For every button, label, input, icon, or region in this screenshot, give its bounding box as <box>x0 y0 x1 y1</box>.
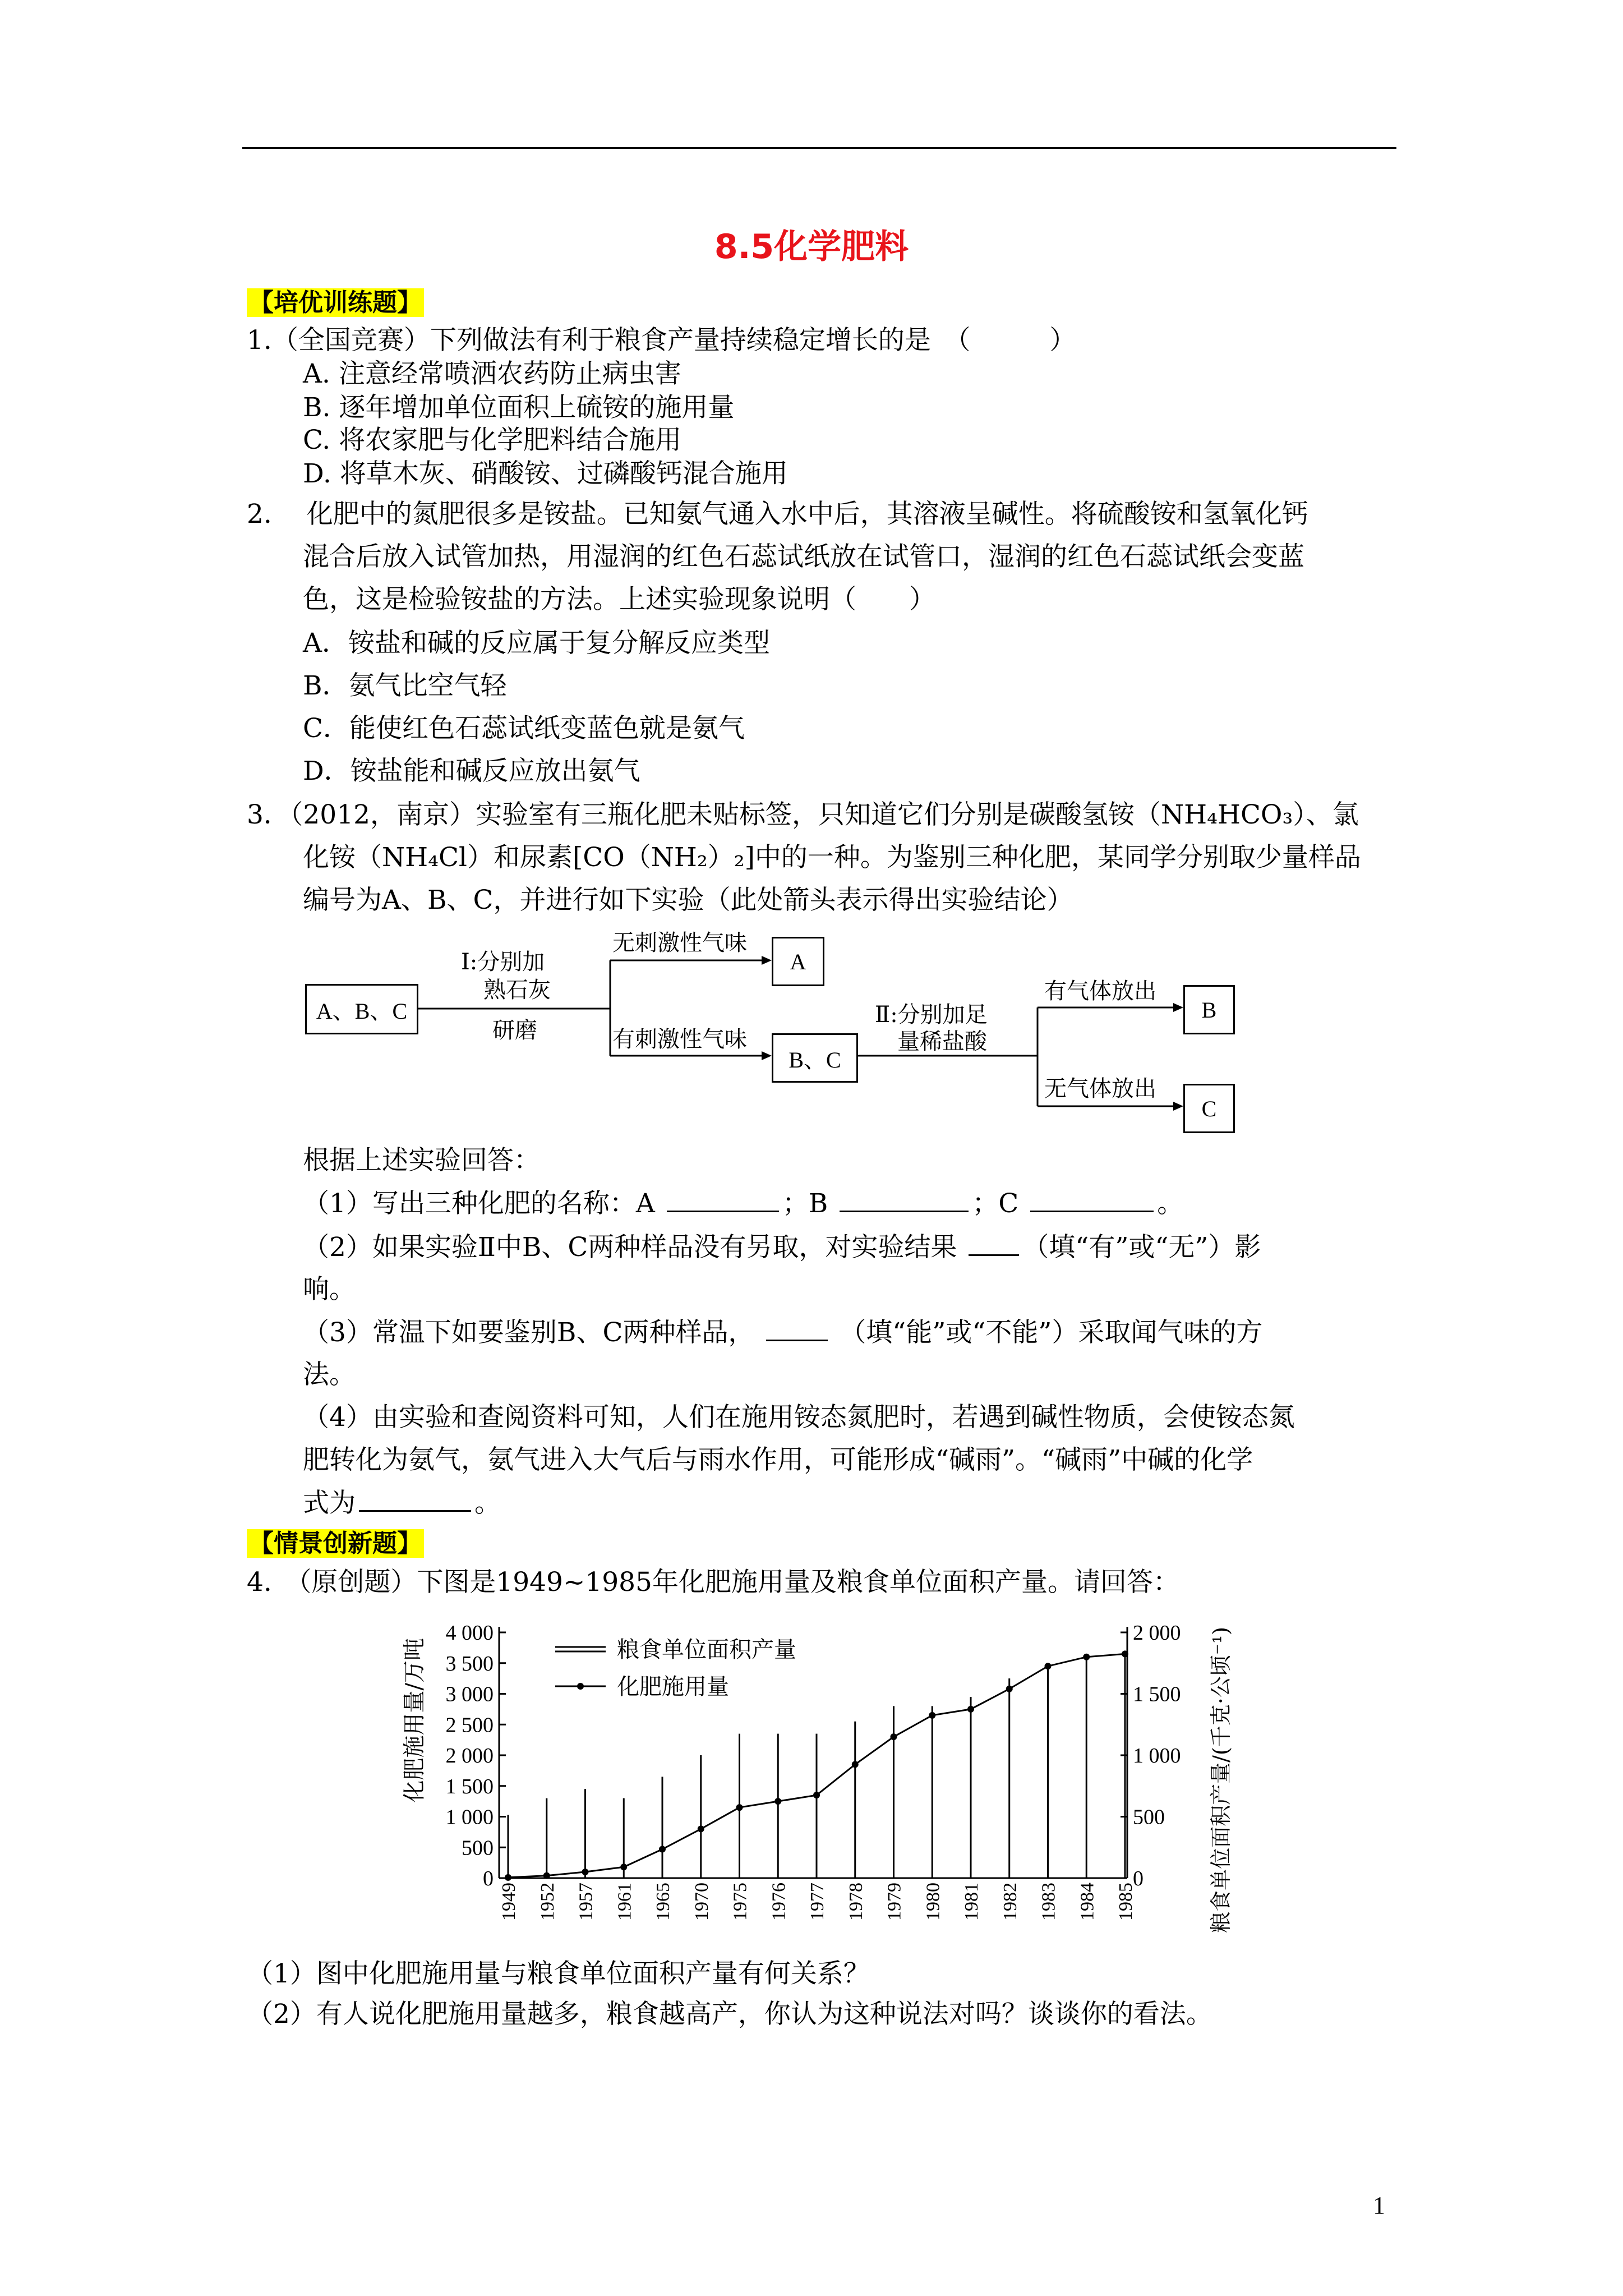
flow-step1-label-1: I:分别加 <box>461 949 545 975</box>
fertilizer-point <box>774 1798 781 1805</box>
right-tick-label: 1 000 <box>1133 1744 1181 1768</box>
section-heading-training: 【培优训练题】 <box>247 287 424 319</box>
x-tick-label: 1978 <box>845 1883 866 1921</box>
flow-step1-label-2: 熟石灰 <box>483 977 551 1003</box>
fertilizer-point <box>698 1825 704 1832</box>
x-tick-label: 1970 <box>691 1883 712 1921</box>
x-tick-label: 1983 <box>1038 1883 1059 1921</box>
left-tick-label: 2 500 <box>445 1713 494 1737</box>
q4-sub2: （2）有人说化肥施用量越多，粮食越高产，你认为这种说法对吗？谈谈你的看法。 <box>247 1999 1212 2030</box>
q1-option-b: B. 逐年增加单位面积上硫铵的施用量 <box>303 392 735 423</box>
left-tick-label: 3 000 <box>445 1682 494 1706</box>
x-tick-label: 1976 <box>768 1883 790 1921</box>
q2-line-2: 混合后放入试管加热，用湿润的红色石蕊试纸放在试管口，湿润的红色石蕊试纸会变蓝 <box>303 541 1304 572</box>
answer-blank-4[interactable] <box>359 1487 471 1512</box>
fertilizer-point <box>929 1712 935 1719</box>
flow-gas-yes: 有气体放出 <box>1044 978 1156 1004</box>
q3-answer-intro: 根据上述实验回答： <box>303 1145 540 1176</box>
fertilizer-point <box>1083 1654 1090 1660</box>
fertilizer-point <box>543 1872 550 1879</box>
flow-step2-label-1: Ⅱ:分别加足 <box>875 1002 988 1028</box>
x-tick-label: 1979 <box>884 1883 905 1921</box>
x-tick-label: 1957 <box>575 1883 597 1921</box>
flow-result-bc-box: B、C <box>772 1033 858 1083</box>
x-tick-label: 1965 <box>653 1883 674 1921</box>
q3-sub2: （2）如果实验Ⅱ中B、C两种样品没有另取，对实验结果 （填“有”或“无”）影 <box>303 1232 1261 1263</box>
x-tick-label: 1977 <box>807 1883 828 1921</box>
q1-stem: 1.（全国竞赛）下列做法有利于粮食产量持续稳定增长的是 （ ） <box>247 325 1076 356</box>
y-left-axis-label-text: 化肥施用量/万吨 <box>402 1638 427 1803</box>
x-tick-label: 1975 <box>730 1883 751 1921</box>
answer-blank-b[interactable] <box>840 1187 969 1212</box>
flow-step2-label-2: 量稀盐酸 <box>897 1029 987 1055</box>
flow-result-a-box: A <box>772 937 824 986</box>
right-tick-label: 2 000 <box>1133 1621 1181 1645</box>
left-tick-label: 2 000 <box>445 1744 494 1768</box>
legend-yield-label: 粮食单位面积产量 <box>617 1637 796 1663</box>
x-tick-label: 1985 <box>1115 1883 1136 1921</box>
x-tick-label: 1961 <box>614 1883 635 1921</box>
fertilizer-point <box>1045 1663 1052 1669</box>
right-tick-label: 0 <box>1133 1867 1144 1890</box>
chart-canvas <box>387 1616 1251 1941</box>
q2-line-3: 色，这是检验铵盐的方法。上述实验现象说明（ ） <box>303 584 935 615</box>
q3-sub4-line1: （4）由实验和查阅资料可知，人们在施用铵态氮肥时，若遇到碱性物质，会使铵态氮 <box>303 1402 1295 1433</box>
q3-line-2: 化铵（NH₄Cl）和尿素[CO（NH₂）₂]中的一种。为鉴别三种化肥，某同学分别取少量样品 <box>303 842 1361 873</box>
flow-branch-no-smell: 无刺激性气味 <box>612 930 747 956</box>
q2-line-1: 2. 化肥中的氮肥很多是铵盐。已知氨气通入水中后，其溶液呈碱性。将硫酸铵和氢氧化钙 <box>247 499 1308 530</box>
q3-sub4-line3: 式为 。 <box>303 1488 501 1519</box>
fertilizer-point <box>505 1874 511 1881</box>
fertilizer-point <box>852 1761 859 1768</box>
q3-sub3-cont: 法。 <box>303 1359 356 1390</box>
q1-option-a: A. 注意经常喷洒农药防止病虫害 <box>303 358 681 389</box>
left-tick-label: 4 000 <box>445 1621 494 1645</box>
x-tick-label: 1982 <box>999 1883 1021 1921</box>
left-tick-label: 500 <box>462 1836 494 1860</box>
q4-stem: 4. （原创题）下图是1949~1985年化肥施用量及粮食单位面积产量。请回答： <box>247 1567 1179 1598</box>
x-tick-label: 1980 <box>923 1883 944 1921</box>
legend-fertilizer-marker <box>577 1683 584 1690</box>
page-title: 8.5化学肥料 <box>714 227 909 266</box>
q1-option-c: C. 将农家肥与化学肥料结合施用 <box>303 425 682 455</box>
answer-blank-3[interactable] <box>766 1316 828 1341</box>
flow-step1-label-3: 研磨 <box>492 1018 537 1043</box>
answer-blank-c[interactable] <box>1030 1187 1154 1212</box>
flow-gas-no: 无气体放出 <box>1044 1076 1156 1102</box>
x-tick-label: 1952 <box>537 1883 558 1921</box>
fertilizer-point <box>1006 1686 1013 1692</box>
q2-option-a: A．铵盐和碱的反应属于复分解反应类型 <box>303 628 770 659</box>
q4-sub1: （1）图中化肥施用量与粮食单位面积产量有何关系？ <box>247 1958 870 1989</box>
q3-sub4-line2: 肥转化为氨气，氨气进入大气后与雨水作用，可能形成“碱雨”。“碱雨”中碱的化学 <box>303 1444 1253 1475</box>
fertilizer-point <box>620 1864 627 1870</box>
q2-option-d: D．铵盐能和碱反应放出氨气 <box>303 756 640 786</box>
q3-line-3: 编号为A、B、C，并进行如下实验（此处箭头表示得出实验结论） <box>303 885 1073 915</box>
left-tick-label: 0 <box>483 1867 494 1890</box>
fertilizer-point <box>582 1869 589 1875</box>
answer-blank-2[interactable] <box>969 1231 1019 1256</box>
fertilizer-point <box>967 1706 974 1713</box>
q3-sub1: （1）写出三种化肥的名称：A ；B ；C 。 <box>303 1188 1184 1219</box>
answer-blank-a[interactable] <box>667 1187 779 1212</box>
q2-option-c: C．能使红色石蕊试纸变蓝色就是氨气 <box>303 713 745 744</box>
header-rule <box>242 147 1396 149</box>
left-tick-label: 1 000 <box>445 1805 494 1829</box>
q3-sub3: （3）常温下如要鉴别B、C两种样品， （填“能”或“不能”）采取闻气味的方 <box>303 1317 1263 1348</box>
fertilizer-point <box>1122 1650 1128 1657</box>
q3-sub2-cont: 响。 <box>303 1274 356 1305</box>
fertilizer-point <box>891 1733 897 1740</box>
right-tick-label: 1 500 <box>1133 1682 1181 1706</box>
y-right-axis-label: 粮食单位面积产量/(千克·公顷⁻¹) <box>1209 1627 1233 1933</box>
flow-result-c-box: C <box>1183 1084 1235 1133</box>
flow-result-b-box: B <box>1183 985 1235 1034</box>
flow-branch-smell: 有刺激性气味 <box>612 1027 747 1052</box>
q3-line-1: 3．（2012，南京）实验室有三瓶化肥未贴标签，只知道它们分别是碳酸氢铵（NH₄HCO₃）、氯 <box>247 799 1359 830</box>
x-tick-label: 1949 <box>499 1883 519 1921</box>
q2-option-b: B．氨气比空气轻 <box>303 670 507 701</box>
fertilizer-point <box>813 1792 820 1798</box>
fertilizer-point <box>659 1846 666 1853</box>
x-tick-label: 1981 <box>961 1883 982 1921</box>
page-number: 1 <box>1373 2192 1385 2219</box>
x-tick-label: 1984 <box>1077 1883 1098 1921</box>
legend-fertilizer-label: 化肥施用量 <box>617 1674 729 1700</box>
section-heading-scenario: 【情景创新题】 <box>247 1528 424 1559</box>
q4-chart <box>387 1616 1251 1941</box>
q1-option-d: D. 将草木灰、硝酸铵、过磷酸钙混合施用 <box>303 458 788 489</box>
flow-start-box: A、B、C <box>305 984 418 1034</box>
left-tick-label: 1 500 <box>445 1774 494 1798</box>
fertilizer-point <box>736 1804 743 1811</box>
left-tick-label: 3 500 <box>445 1651 494 1676</box>
right-tick-label: 500 <box>1133 1805 1165 1829</box>
